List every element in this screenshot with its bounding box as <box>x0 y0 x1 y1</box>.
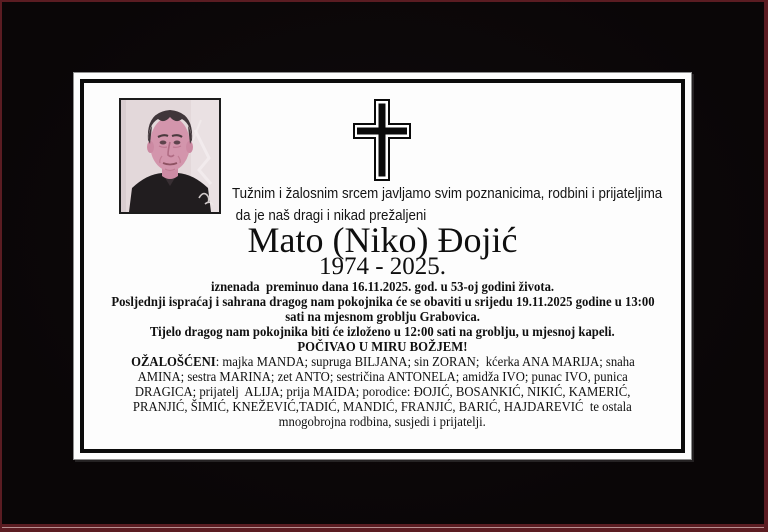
scan-background <box>2 2 764 524</box>
mourners-line-1-text: : majka MANDA; supruga BILJANA; sin ZORAN; kćerka ANA MARIJA; snaha <box>215 354 635 369</box>
detail-line-funeral-1: Posljednji ispraćaj i sahrana dragog nam pokojnika će se obaviti u srijedu 19.11.2025 godine u 13:00 <box>110 294 655 309</box>
rest-in-peace-line: POČIVAO U MIRU BOŽJEM! <box>297 339 468 354</box>
mourners-line-1 <box>131 354 635 369</box>
mourners-line-5: mnogobrojna rodbina, susjedi i prijatelji. <box>278 414 487 429</box>
mourners-line-3: DRAGICA; prijatelj ALIJA; prija MAIDA; porodice: ĐOJIĆ, BOSANKIĆ, NIKIĆ, KAMERIĆ, <box>134 384 631 399</box>
funeral-details <box>74 279 691 354</box>
mourners-paragraph <box>74 354 691 429</box>
detail-line-death: iznenada preminuo dana 16.11.2025. god. u 53-oj godini života. <box>210 279 555 294</box>
cross-icon <box>352 99 412 181</box>
detail-line-viewing: Tijelo dragog nam pokojnika biti će izloženo u 12:00 sati na groblju, u mjesnoj kapeli. <box>150 324 615 339</box>
deceased-photo <box>119 98 221 214</box>
mourners-line-4: PRANJIĆ, ŠIMIĆ, KNEŽEVIĆ,TADIĆ, MANDIĆ, FRANJIĆ, BARIĆ, HAJDAREVIĆ te ostala <box>133 399 632 414</box>
life-years: 1974 - 2025. <box>318 253 447 280</box>
death-notice-card <box>73 72 692 460</box>
mourners-line-2: AMINA; sestra MARINA; zet ANTO; sestričina ANTONELA; amidža IVO; punac IVO, punica <box>137 369 628 384</box>
mourners-label: OŽALOŠĆENI <box>130 354 216 369</box>
portrait-image <box>121 100 219 212</box>
announcement-line-2: da je naš dragi i nikad prežaljeni <box>235 208 427 224</box>
detail-line-funeral-2: sati na mjesnom groblju Grabovica. <box>285 309 480 324</box>
announcement-line-1: Tužnim i žalosnim srcem javljamo svim poznanicima, rodbini i prijateljima <box>232 186 663 202</box>
deceased-name: Mato (Niko) Đojić <box>247 220 518 260</box>
